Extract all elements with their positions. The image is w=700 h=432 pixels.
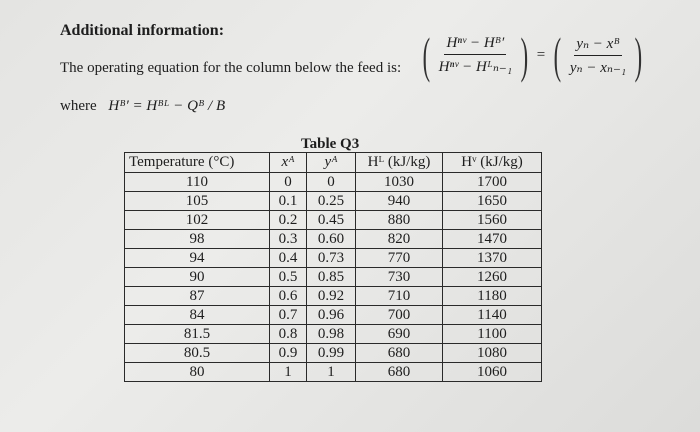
cell-xa: 0.4 xyxy=(270,249,307,268)
cell-hl: 680 xyxy=(356,344,443,363)
table-row xyxy=(125,287,542,306)
table-row xyxy=(125,306,542,325)
table-row xyxy=(125,173,542,192)
left-paren: ( xyxy=(422,27,431,83)
cell-hv: 1470 xyxy=(443,230,542,249)
cell-temperature: 87 xyxy=(125,287,270,306)
cell-xa: 0 xyxy=(270,173,307,192)
cell-ya: 1 xyxy=(307,363,356,382)
cell-xa: 1 xyxy=(270,363,307,382)
cell-xa: 0.5 xyxy=(270,268,307,287)
cell-ya: 0.96 xyxy=(307,306,356,325)
cell-hl: 880 xyxy=(356,211,443,230)
cell-temperature: 84 xyxy=(125,306,270,325)
cell-temperature: 105 xyxy=(125,192,270,211)
rhs-numerator: yₙ − xᴮ xyxy=(574,34,621,56)
rhs-denominator: yₙ − xₙ₋₁ xyxy=(569,59,627,76)
where-line xyxy=(60,98,225,115)
header-hl: Hᴸ (kJ/kg) xyxy=(356,153,443,173)
cell-ya: 0.98 xyxy=(307,325,356,344)
header-hv: Hᵛ (kJ/kg) xyxy=(443,153,542,173)
cell-hv: 1140 xyxy=(443,306,542,325)
cell-xa: 0.1 xyxy=(270,192,307,211)
cell-xa: 0.6 xyxy=(270,287,307,306)
cell-hl: 1030 xyxy=(356,173,443,192)
cell-temperature: 80 xyxy=(125,363,270,382)
header-ya: yᴬ xyxy=(307,153,356,173)
lhs-denominator: Hⁿᵛ − Hᴸₙ₋₁ xyxy=(438,58,513,75)
cell-hv: 1650 xyxy=(443,192,542,211)
where-expression: Hᴮ′ = Hᴮᴸ − Qᴮ / B xyxy=(108,98,226,114)
cell-temperature: 90 xyxy=(125,268,270,287)
cell-hl: 700 xyxy=(356,306,443,325)
lhs-fraction xyxy=(437,35,514,76)
table-row xyxy=(125,249,542,268)
operating-equation xyxy=(418,27,647,83)
cell-ya: 0.92 xyxy=(307,287,356,306)
cell-temperature: 81.5 xyxy=(125,325,270,344)
cell-ya: 0.85 xyxy=(307,268,356,287)
cell-ya: 0 xyxy=(307,173,356,192)
cell-xa: 0.2 xyxy=(270,211,307,230)
cell-hl: 710 xyxy=(356,287,443,306)
cell-ya: 0.73 xyxy=(307,249,356,268)
cell-hl: 680 xyxy=(356,363,443,382)
rhs-fraction xyxy=(568,34,628,77)
table-row xyxy=(125,211,542,230)
cell-temperature: 110 xyxy=(125,173,270,192)
cell-xa: 0.9 xyxy=(270,344,307,363)
cell-hl: 820 xyxy=(356,230,443,249)
cell-ya: 0.99 xyxy=(307,344,356,363)
cell-xa: 0.8 xyxy=(270,325,307,344)
where-label: where xyxy=(60,98,97,114)
cell-hv: 1080 xyxy=(443,344,542,363)
cell-hv: 1260 xyxy=(443,268,542,287)
cell-hv: 1060 xyxy=(443,363,542,382)
table-row xyxy=(125,230,542,249)
cell-ya: 0.45 xyxy=(307,211,356,230)
cell-hv: 1370 xyxy=(443,249,542,268)
section-heading: Additional information: xyxy=(60,22,225,39)
table-row xyxy=(125,325,542,344)
cell-xa: 0.3 xyxy=(270,230,307,249)
cell-hv: 1560 xyxy=(443,211,542,230)
cell-hv: 1100 xyxy=(443,325,542,344)
table-row xyxy=(125,363,542,382)
header-xa: xᴬ xyxy=(270,153,307,173)
cell-hl: 770 xyxy=(356,249,443,268)
operating-equation-text: The operating equation for the column below the feed is: xyxy=(60,60,402,76)
cell-hv: 1180 xyxy=(443,287,542,306)
cell-hl: 940 xyxy=(356,192,443,211)
data-table xyxy=(124,152,542,382)
left-paren: ( xyxy=(553,27,562,83)
table-row xyxy=(125,268,542,287)
cell-temperature: 94 xyxy=(125,249,270,268)
right-paren: ) xyxy=(520,27,529,83)
header-temperature: Temperature (°C) xyxy=(125,153,270,173)
cell-ya: 0.25 xyxy=(307,192,356,211)
cell-ya: 0.60 xyxy=(307,230,356,249)
cell-hv: 1700 xyxy=(443,173,542,192)
cell-temperature: 98 xyxy=(125,230,270,249)
table-row xyxy=(125,192,542,211)
cell-temperature: 80.5 xyxy=(125,344,270,363)
cell-hl: 690 xyxy=(356,325,443,344)
table-header-row xyxy=(125,153,542,173)
table-caption: Table Q3 xyxy=(301,136,360,152)
table-row xyxy=(125,344,542,363)
cell-hl: 730 xyxy=(356,268,443,287)
cell-xa: 0.7 xyxy=(270,306,307,325)
lhs-numerator: Hⁿᵛ − Hᴮ′ xyxy=(444,35,506,55)
cell-temperature: 102 xyxy=(125,211,270,230)
equals-sign: = xyxy=(536,46,546,63)
right-paren: ) xyxy=(634,27,643,83)
